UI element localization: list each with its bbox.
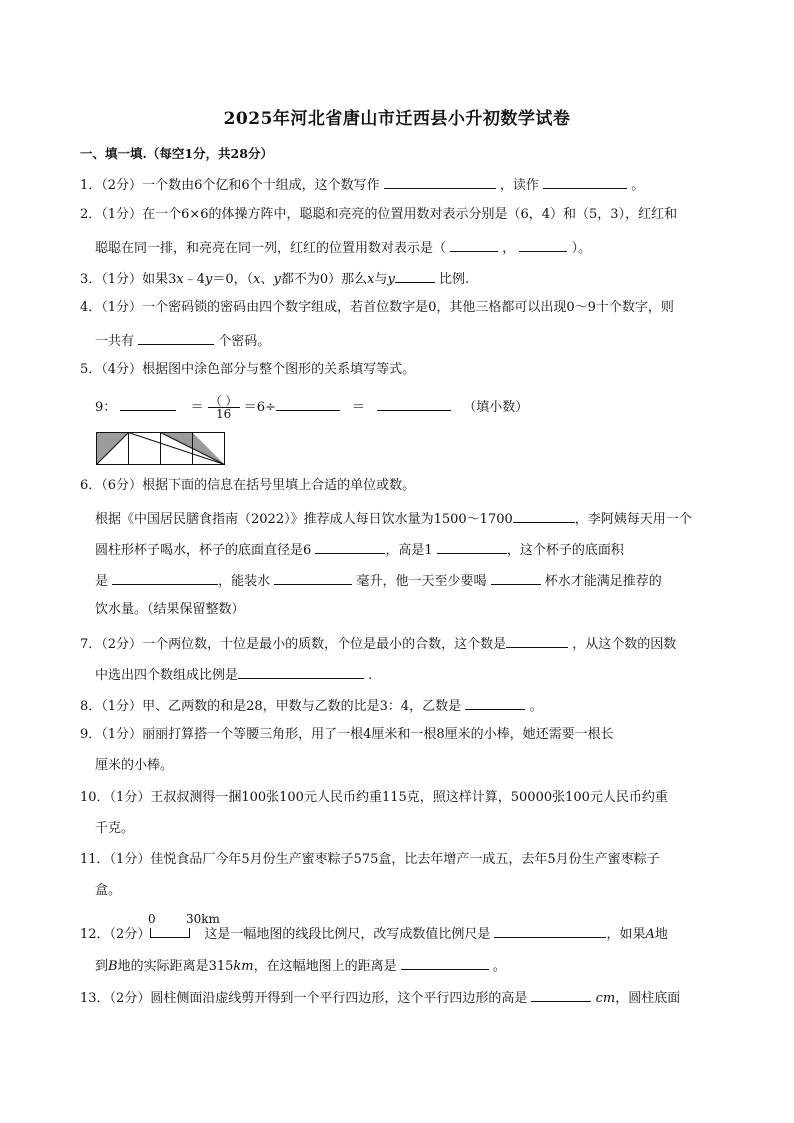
question-number: 10． [80,790,110,805]
question-text: 、 [260,272,274,287]
question-text: 杯水才能满足推荐的 [544,574,662,589]
equation-text: ＝ [190,400,204,415]
equation-text: ＝6÷ [243,400,276,415]
question-text: 甲、乙两数的和是28，甲数与乙数的比是3：4，乙数是 [142,699,462,714]
question-text: 是 [95,574,109,589]
question-text: ，在这幅地图上的距离是 [253,959,397,974]
question-text: 根据《中国居民膳食指南（2022）》推荐成人每日饮水量为1500～1700 [95,512,513,527]
question-text: 盒。 [95,883,122,898]
question-points: （1分） [109,852,151,867]
answer-blank[interactable] [519,238,567,252]
question-text: ，从这个数的因数 [572,637,677,652]
variable-x: x [253,272,261,287]
shaded-rectangle-figure [96,432,230,468]
question-points: （1分） [101,207,143,222]
question-text: 一个两位数，十位是最小的质数，个位是最小的合数，这个数是 [142,637,507,652]
question-text: 与 [374,272,388,287]
answer-blank[interactable] [491,571,541,585]
variable-x: x [367,272,375,287]
unit-cm: cm [595,991,616,1006]
answer-blank[interactable] [494,924,606,938]
question-text: 聪聪在同一排，和亮亮在同一列，红红的位置用数对表示是（ [95,241,447,256]
question-number: 5． [80,362,102,377]
fraction-denominator: 16 [215,407,232,421]
scale-zero-label: 0 [148,912,156,926]
question-text: ， [502,241,516,256]
question-9 [80,727,614,743]
question-text: 如果3 [142,272,177,287]
answer-blank[interactable] [437,540,507,554]
question-points: （1分） [101,300,143,315]
question-text: 毫升，他一天至少要喝 [356,574,487,589]
question-text: 根据下面的信息在括号里填上合适的单位或数。 [142,478,416,493]
answer-blank[interactable] [543,175,627,189]
question-text: ，如果 [606,927,646,942]
question-text: ，读作 [499,178,539,193]
question-text: 一个数由6个亿和6个十组成，这个数写作 [142,178,380,193]
question-points: （1分） [109,790,151,805]
question-text: ，李阿姨每天用一个 [574,512,692,527]
question-text: 地的实际距离是315 [117,959,234,974]
question-number: 4． [80,300,102,315]
question-5-equation [95,395,528,421]
point-b-label: B [108,959,118,974]
question-text: 到 [95,959,109,974]
question-number: 6． [80,478,102,493]
variable-y: y [387,272,395,287]
question-number: 11． [80,852,110,867]
question-13 [80,988,680,1007]
question-number: 7． [80,637,102,652]
point-a-label: A [645,927,655,942]
question-number: 1． [80,178,102,193]
question-points: （1分） [101,699,143,714]
question-text: ，这个杯子的底面积 [506,543,624,558]
question-text: 圆柱形杯子喝水，杯子的底面直径是6 [95,543,312,558]
question-text: 比例. [438,272,470,287]
answer-blank[interactable] [465,696,525,710]
question-text: 地 [654,927,668,942]
question-points: （4分） [101,362,143,377]
question-text: 饮水量。（结果保留整数） [95,602,245,617]
answer-blank[interactable] [238,665,364,679]
answer-blank[interactable] [120,397,176,411]
question-6-line-4 [95,571,662,590]
section-heading: 一、填一填.（每空1分，共28分） [80,146,273,161]
answer-blank[interactable] [395,269,435,283]
question-12 [80,924,668,943]
question-number: 2． [80,207,102,222]
fraction [208,395,240,420]
equation-hint: （填小数） [463,400,529,415]
question-number: 9． [80,727,102,742]
equation-text: 9： [95,400,117,415]
variable-y: y [273,272,281,287]
question-text: 佳悦食品厂今年5月份生产蜜枣粽子575盒，比去年增产一成五，去年5月份生产蜜枣粽子 [150,852,660,867]
question-points: （2分） [109,991,151,1006]
question-6-line-3 [95,540,624,559]
question-11-line-2 [95,883,121,899]
question-number: 13． [80,991,110,1006]
answer-blank[interactable] [377,397,451,411]
question-number: 12． [80,927,110,942]
question-text: 都不为0）那么 [280,272,368,287]
question-11 [80,852,660,868]
unit-km: km [233,959,254,974]
answer-blank[interactable] [531,988,591,1002]
answer-blank[interactable] [276,397,340,411]
question-text: 圆柱侧面沿虚线剪开得到一个平行四边形，这个平行四边形的高是 [150,991,528,1006]
variable-x: x [176,272,184,287]
fraction-numerator[interactable]: （ ） [209,394,238,408]
question-text: ﹣4 [183,272,205,287]
answer-blank[interactable] [274,571,352,585]
page-title: 2025年河北省唐山市迁西县小升初数学试卷 [223,109,571,129]
question-text: 在一个6×6的体操方阵中，聪聪和亮亮的位置用数对表示分别是（6，4）和（5，3），红红和 [142,207,678,222]
question-6-line-2 [95,509,692,528]
question-points: （6分） [101,478,143,493]
answer-blank[interactable] [384,175,496,189]
question-text: 丽丽打算搭一个等腰三角形，用了一根4厘米和一根8厘米的小棒，她还需要一根长 [142,727,614,742]
question-text: 。 [529,699,543,714]
question-text: ，能装水 [218,574,271,589]
question-text: 中选出四个数组成比例是 [95,668,239,683]
question-text: 根据图中涂色部分与整个图形的关系填写等式。 [142,362,416,377]
question-text: 千克。 [95,821,135,836]
question-6 [80,478,415,494]
question-text: 一共有 [95,334,135,349]
question-text: ）。 [571,241,592,256]
question-text: 这是一幅地图的线段比例尺，改写成数值比例尺是 [204,927,491,942]
question-text: 一个密码锁的密码由四个数字组成，若首位数字是0，其他三格都可以出现0～9十个数字，则 [142,300,674,315]
question-12-line-2 [95,956,506,975]
question-text: 。 [631,178,645,193]
question-10 [80,790,668,806]
equation-text: ＝ [352,400,366,415]
question-2-line-2 [95,238,591,257]
question-text: ＝0，（ [212,272,254,287]
answer-blank[interactable] [506,634,568,648]
question-6-line-5 [95,602,245,618]
question-points: （2分） [101,637,143,652]
answer-blank[interactable] [513,509,575,523]
question-points: （1分） [101,727,143,742]
question-text: ，圆柱底面 [615,991,681,1006]
scale-end-label: 30km [186,912,220,926]
question-1 [80,175,644,194]
question-text: 王叔叔测得一捆100张100元人民币约重115克，照这样计算，50000张100元人民币约重 [150,790,668,805]
question-7 [80,634,676,653]
question-text: 。 [492,959,506,974]
question-3 [80,269,469,288]
variable-y: y [204,272,213,287]
question-5 [80,362,415,378]
question-4-line-2 [95,331,270,350]
question-text: ，高是1 [385,543,433,558]
question-8 [80,696,542,715]
question-number: 8． [80,699,102,714]
question-2 [80,207,677,223]
question-10-line-2 [95,821,134,837]
answer-blank[interactable] [112,571,218,585]
question-text: . [368,668,373,683]
question-text: 个密码。 [218,334,271,349]
question-number: 3． [80,272,102,287]
question-points: （1分） [101,272,143,287]
question-4 [80,300,674,316]
question-points: （2分） [101,178,143,193]
question-points: （2分） [109,927,151,942]
question-7-line-2 [95,665,372,684]
question-text: 厘米的小棒。 [95,758,174,773]
answer-blank[interactable] [315,540,385,554]
answer-blank[interactable] [450,238,498,252]
question-9-line-2 [95,758,173,774]
answer-blank[interactable] [138,331,214,345]
answer-blank[interactable] [401,956,489,970]
